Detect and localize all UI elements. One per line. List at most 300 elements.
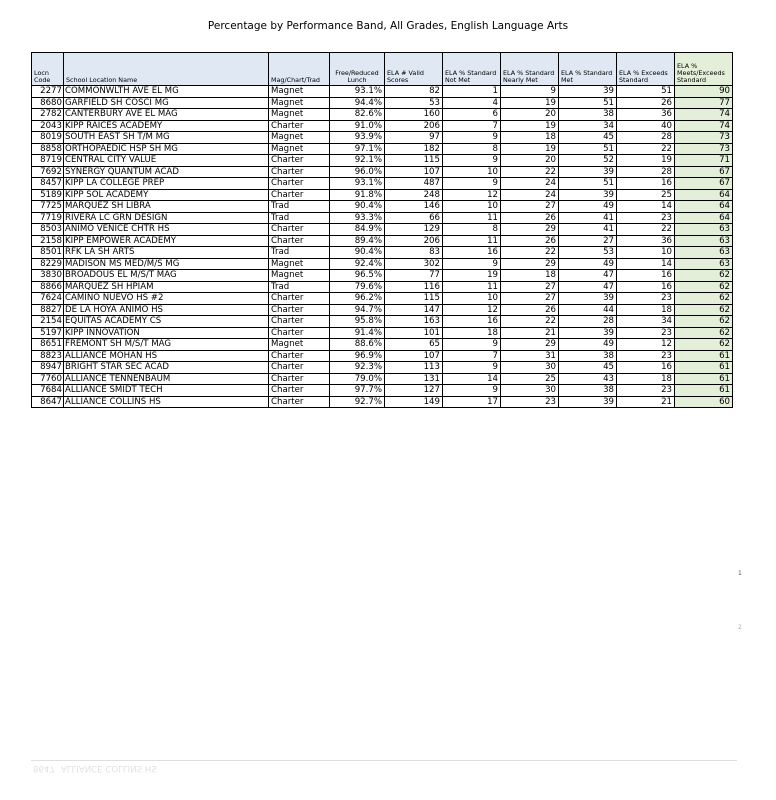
bleed-row-text (33, 763, 163, 773)
table-row (32, 304, 733, 316)
cell-standard-nearly-met: 19 (501, 143, 559, 155)
cell-school-name: ALLIANCE MOHAN HS (64, 350, 269, 362)
cell-school-name: ORTHOPAEDIC HSP SH MG (64, 143, 269, 155)
cell-exceeds-standard: 25 (617, 189, 675, 201)
cell-school-type: Charter (269, 362, 330, 374)
table-row (32, 362, 733, 374)
cell-standard-not-met: 6 (443, 109, 501, 121)
cell-free-reduced-lunch: 97.7% (330, 385, 385, 397)
header-locn-code: Locn Code (32, 53, 64, 86)
cell-standard-met: 38 (559, 109, 617, 121)
cell-free-reduced-lunch: 93.3% (330, 212, 385, 224)
cell-valid-scores: 107 (385, 350, 443, 362)
cell-meets-exceeds-standard: 77 (675, 97, 733, 109)
table-row (32, 178, 733, 190)
cell-meets-exceeds-standard: 60 (675, 396, 733, 408)
bleed-code: 8647 (33, 763, 55, 773)
cell-free-reduced-lunch: 90.4% (330, 247, 385, 259)
cell-school-name: ALLIANCE COLLINS HS (64, 396, 269, 408)
table-row (32, 281, 733, 293)
cell-standard-nearly-met: 22 (501, 247, 559, 259)
cell-standard-met: 38 (559, 350, 617, 362)
cell-free-reduced-lunch: 93.9% (330, 132, 385, 144)
cell-valid-scores: 53 (385, 97, 443, 109)
cell-free-reduced-lunch: 93.1% (330, 178, 385, 190)
cell-locn-code: 7692 (32, 166, 64, 178)
cell-locn-code: 8647 (32, 396, 64, 408)
cell-school-type: Magnet (269, 109, 330, 121)
header-exceeds-standard: ELA % Exceeds Standard (617, 53, 675, 86)
cell-standard-not-met: 7 (443, 350, 501, 362)
cell-standard-met: 39 (559, 86, 617, 98)
cell-standard-nearly-met: 29 (501, 339, 559, 351)
cell-valid-scores: 82 (385, 86, 443, 98)
page-number: 1 (738, 570, 742, 577)
cell-school-type: Magnet (269, 270, 330, 282)
cell-standard-nearly-met: 18 (501, 270, 559, 282)
cell-school-type: Charter (269, 396, 330, 408)
cell-school-type: Charter (269, 385, 330, 397)
cell-school-name: KIPP LA COLLEGE PREP (64, 178, 269, 190)
cell-exceeds-standard: 28 (617, 166, 675, 178)
cell-meets-exceeds-standard: 62 (675, 270, 733, 282)
cell-standard-met: 47 (559, 270, 617, 282)
cell-school-name: ALLIANCE SMIDT TECH (64, 385, 269, 397)
cell-exceeds-standard: 10 (617, 247, 675, 259)
next-page-bleed (31, 760, 737, 776)
cell-locn-code: 8651 (32, 339, 64, 351)
cell-free-reduced-lunch: 92.7% (330, 396, 385, 408)
cell-meets-exceeds-standard: 62 (675, 281, 733, 293)
cell-meets-exceeds-standard: 90 (675, 86, 733, 98)
cell-standard-not-met: 9 (443, 178, 501, 190)
header-standard-nearly-met: ELA % Standard Nearly Met (501, 53, 559, 86)
cell-standard-not-met: 11 (443, 281, 501, 293)
cell-school-type: Magnet (269, 258, 330, 270)
cell-standard-not-met: 16 (443, 316, 501, 328)
cell-exceeds-standard: 18 (617, 373, 675, 385)
cell-locn-code: 8680 (32, 97, 64, 109)
header-free-reduced-lunch: Free/Reduced Lunch (330, 53, 385, 86)
cell-school-type: Magnet (269, 97, 330, 109)
cell-standard-nearly-met: 27 (501, 281, 559, 293)
table-row (32, 327, 733, 339)
cell-school-name: CAMINO NUEVO HS #2 (64, 293, 269, 305)
cell-locn-code: 7760 (32, 373, 64, 385)
cell-valid-scores: 149 (385, 396, 443, 408)
cell-locn-code: 8019 (32, 132, 64, 144)
cell-standard-not-met: 4 (443, 97, 501, 109)
cell-standard-not-met: 1 (443, 86, 501, 98)
cell-locn-code: 2043 (32, 120, 64, 132)
cell-free-reduced-lunch: 91.8% (330, 189, 385, 201)
cell-valid-scores: 83 (385, 247, 443, 259)
cell-meets-exceeds-standard: 62 (675, 339, 733, 351)
cell-standard-nearly-met: 20 (501, 109, 559, 121)
cell-meets-exceeds-standard: 63 (675, 235, 733, 247)
cell-standard-nearly-met: 25 (501, 373, 559, 385)
cell-locn-code: 5197 (32, 327, 64, 339)
cell-school-name: KIPP INNOVATION (64, 327, 269, 339)
cell-school-type: Magnet (269, 86, 330, 98)
cell-standard-nearly-met: 19 (501, 97, 559, 109)
cell-locn-code: 2154 (32, 316, 64, 328)
table-row (32, 258, 733, 270)
cell-standard-not-met: 9 (443, 385, 501, 397)
cell-school-name: KIPP RAICES ACADEMY (64, 120, 269, 132)
cell-meets-exceeds-standard: 73 (675, 132, 733, 144)
cell-standard-not-met: 14 (443, 373, 501, 385)
cell-school-type: Trad (269, 281, 330, 293)
cell-school-name: ALLIANCE TENNENBAUM (64, 373, 269, 385)
cell-school-name: ANIMO VENICE CHTR HS (64, 224, 269, 236)
bleed-name: ALLIANCE COLLINS HS (60, 763, 157, 773)
cell-school-name: SOUTH EAST SH T/M MG (64, 132, 269, 144)
cell-school-type: Charter (269, 120, 330, 132)
cell-standard-met: 44 (559, 304, 617, 316)
table-row (32, 396, 733, 408)
cell-meets-exceeds-standard: 62 (675, 316, 733, 328)
cell-meets-exceeds-standard: 73 (675, 143, 733, 155)
cell-standard-not-met: 10 (443, 166, 501, 178)
cell-free-reduced-lunch: 93.1% (330, 86, 385, 98)
table-row (32, 120, 733, 132)
cell-school-name: EQUITAS ACADEMY CS (64, 316, 269, 328)
table-row (32, 350, 733, 362)
cell-standard-met: 51 (559, 97, 617, 109)
cell-meets-exceeds-standard: 61 (675, 385, 733, 397)
cell-standard-met: 28 (559, 316, 617, 328)
cell-locn-code: 2158 (32, 235, 64, 247)
ela-performance-table (31, 52, 733, 408)
header-school-name: School Location Name (64, 53, 269, 86)
table-row (32, 189, 733, 201)
cell-standard-met: 45 (559, 362, 617, 374)
cell-standard-not-met: 16 (443, 247, 501, 259)
cell-valid-scores: 206 (385, 120, 443, 132)
cell-exceeds-standard: 21 (617, 396, 675, 408)
cell-valid-scores: 115 (385, 155, 443, 167)
table-row (32, 373, 733, 385)
cell-locn-code: 7725 (32, 201, 64, 213)
cell-school-type: Trad (269, 247, 330, 259)
cell-standard-not-met: 9 (443, 258, 501, 270)
cell-valid-scores: 182 (385, 143, 443, 155)
cell-valid-scores: 115 (385, 293, 443, 305)
cell-locn-code: 2277 (32, 86, 64, 98)
header-row (32, 53, 733, 86)
cell-valid-scores: 131 (385, 373, 443, 385)
cell-meets-exceeds-standard: 67 (675, 178, 733, 190)
cell-free-reduced-lunch: 91.0% (330, 120, 385, 132)
table-row (32, 224, 733, 236)
cell-school-type: Charter (269, 316, 330, 328)
cell-school-type: Charter (269, 166, 330, 178)
cell-school-type: Charter (269, 178, 330, 190)
cell-free-reduced-lunch: 91.4% (330, 327, 385, 339)
cell-standard-not-met: 9 (443, 132, 501, 144)
cell-school-name: CANTERBURY AVE EL MAG (64, 109, 269, 121)
cell-standard-nearly-met: 26 (501, 212, 559, 224)
cell-valid-scores: 66 (385, 212, 443, 224)
cell-valid-scores: 302 (385, 258, 443, 270)
cell-free-reduced-lunch: 79.0% (330, 373, 385, 385)
cell-locn-code: 7624 (32, 293, 64, 305)
cell-valid-scores: 127 (385, 385, 443, 397)
cell-standard-nearly-met: 30 (501, 362, 559, 374)
cell-meets-exceeds-standard: 62 (675, 327, 733, 339)
cell-standard-met: 39 (559, 166, 617, 178)
cell-exceeds-standard: 28 (617, 132, 675, 144)
cell-exceeds-standard: 14 (617, 201, 675, 213)
cell-school-name: COMMONWLTH AVE EL MG (64, 86, 269, 98)
cell-meets-exceeds-standard: 61 (675, 362, 733, 374)
cell-standard-met: 49 (559, 339, 617, 351)
cell-standard-nearly-met: 24 (501, 178, 559, 190)
cell-school-type: Charter (269, 327, 330, 339)
cell-valid-scores: 101 (385, 327, 443, 339)
cell-standard-nearly-met: 26 (501, 235, 559, 247)
cell-free-reduced-lunch: 96.0% (330, 166, 385, 178)
cell-standard-nearly-met: 18 (501, 132, 559, 144)
cell-locn-code: 8823 (32, 350, 64, 362)
cell-locn-code: 8503 (32, 224, 64, 236)
table-row (32, 97, 733, 109)
cell-free-reduced-lunch: 94.7% (330, 304, 385, 316)
cell-school-type: Charter (269, 350, 330, 362)
cell-school-name: MARQUEZ SH LIBRA (64, 201, 269, 213)
cell-free-reduced-lunch: 94.4% (330, 97, 385, 109)
cell-standard-met: 39 (559, 189, 617, 201)
cell-meets-exceeds-standard: 63 (675, 247, 733, 259)
cell-standard-nearly-met: 22 (501, 166, 559, 178)
cell-standard-met: 49 (559, 258, 617, 270)
cell-exceeds-standard: 23 (617, 385, 675, 397)
cell-locn-code: 7719 (32, 212, 64, 224)
cell-school-type: Trad (269, 212, 330, 224)
cell-school-name: RFK LA SH ARTS (64, 247, 269, 259)
cell-school-type: Charter (269, 373, 330, 385)
cell-standard-met: 34 (559, 120, 617, 132)
cell-standard-not-met: 10 (443, 201, 501, 213)
cell-standard-not-met: 10 (443, 293, 501, 305)
table-row (32, 385, 733, 397)
cell-meets-exceeds-standard: 67 (675, 166, 733, 178)
cell-exceeds-standard: 22 (617, 143, 675, 155)
cell-exceeds-standard: 18 (617, 304, 675, 316)
cell-exceeds-standard: 12 (617, 339, 675, 351)
table-row (32, 86, 733, 98)
cell-exceeds-standard: 16 (617, 362, 675, 374)
cell-school-type: Magnet (269, 132, 330, 144)
cell-valid-scores: 107 (385, 166, 443, 178)
cell-exceeds-standard: 51 (617, 86, 675, 98)
cell-exceeds-standard: 34 (617, 316, 675, 328)
cell-standard-not-met: 9 (443, 362, 501, 374)
cell-standard-met: 51 (559, 178, 617, 190)
cell-standard-met: 38 (559, 385, 617, 397)
cell-standard-nearly-met: 30 (501, 385, 559, 397)
cell-standard-nearly-met: 31 (501, 350, 559, 362)
table-row (32, 143, 733, 155)
cell-locn-code: 8827 (32, 304, 64, 316)
cell-locn-code: 8457 (32, 178, 64, 190)
cell-free-reduced-lunch: 92.4% (330, 258, 385, 270)
cell-standard-met: 43 (559, 373, 617, 385)
cell-free-reduced-lunch: 97.1% (330, 143, 385, 155)
cell-exceeds-standard: 23 (617, 293, 675, 305)
table-row (32, 109, 733, 121)
cell-standard-not-met: 8 (443, 143, 501, 155)
cell-standard-nearly-met: 19 (501, 120, 559, 132)
cell-free-reduced-lunch: 96.5% (330, 270, 385, 282)
cell-standard-nearly-met: 29 (501, 224, 559, 236)
cell-locn-code: 2782 (32, 109, 64, 121)
cell-free-reduced-lunch: 92.3% (330, 362, 385, 374)
cell-school-type: Charter (269, 235, 330, 247)
cell-school-name: BRIGHT STAR SEC ACAD (64, 362, 269, 374)
cell-school-type: Charter (269, 189, 330, 201)
cell-valid-scores: 146 (385, 201, 443, 213)
cell-standard-not-met: 9 (443, 155, 501, 167)
cell-school-type: Magnet (269, 143, 330, 155)
page-title: Percentage by Performance Band, All Grades, English Language Arts (207, 20, 569, 32)
cell-standard-met: 45 (559, 132, 617, 144)
cell-meets-exceeds-standard: 61 (675, 350, 733, 362)
cell-standard-not-met: 12 (443, 304, 501, 316)
cell-standard-nearly-met: 21 (501, 327, 559, 339)
cell-school-name: DE LA HOYA ANIMO HS (64, 304, 269, 316)
header-standard-not-met: ELA % Standard Not Met (443, 53, 501, 86)
cell-meets-exceeds-standard: 61 (675, 373, 733, 385)
cell-standard-nearly-met: 22 (501, 316, 559, 328)
cell-valid-scores: 163 (385, 316, 443, 328)
cell-standard-not-met: 18 (443, 327, 501, 339)
cell-standard-nearly-met: 20 (501, 155, 559, 167)
cell-exceeds-standard: 16 (617, 281, 675, 293)
cell-exceeds-standard: 14 (617, 258, 675, 270)
cell-valid-scores: 113 (385, 362, 443, 374)
cell-school-name: RIVERA LC GRN DESIGN (64, 212, 269, 224)
cell-locn-code: 5189 (32, 189, 64, 201)
cell-locn-code: 3830 (32, 270, 64, 282)
cell-free-reduced-lunch: 82.6% (330, 109, 385, 121)
cell-exceeds-standard: 16 (617, 178, 675, 190)
cell-valid-scores: 129 (385, 224, 443, 236)
bleed-rule (31, 760, 737, 761)
cell-valid-scores: 147 (385, 304, 443, 316)
cell-school-type: Charter (269, 304, 330, 316)
cell-exceeds-standard: 36 (617, 235, 675, 247)
cell-meets-exceeds-standard: 62 (675, 293, 733, 305)
cell-valid-scores: 248 (385, 189, 443, 201)
cell-standard-nearly-met: 23 (501, 396, 559, 408)
cell-school-name: MARQUEZ SH HPIAM (64, 281, 269, 293)
cell-meets-exceeds-standard: 74 (675, 120, 733, 132)
cell-standard-met: 51 (559, 143, 617, 155)
cell-standard-not-met: 17 (443, 396, 501, 408)
page-number-faded: 2 (738, 624, 742, 631)
cell-school-name: FREMONT SH M/S/T MAG (64, 339, 269, 351)
cell-locn-code: 8719 (32, 155, 64, 167)
cell-locn-code: 8858 (32, 143, 64, 155)
cell-locn-code: 8947 (32, 362, 64, 374)
cell-valid-scores: 65 (385, 339, 443, 351)
table-body (32, 86, 733, 408)
cell-free-reduced-lunch: 90.4% (330, 201, 385, 213)
cell-exceeds-standard: 19 (617, 155, 675, 167)
cell-school-type: Charter (269, 293, 330, 305)
cell-standard-not-met: 9 (443, 339, 501, 351)
cell-meets-exceeds-standard: 64 (675, 212, 733, 224)
cell-school-type: Charter (269, 224, 330, 236)
cell-meets-exceeds-standard: 64 (675, 201, 733, 213)
cell-valid-scores: 77 (385, 270, 443, 282)
table-row (32, 201, 733, 213)
cell-school-name: GARFIELD SH COSCI MG (64, 97, 269, 109)
cell-meets-exceeds-standard: 63 (675, 258, 733, 270)
cell-school-name: MADISON MS MED/M/S MG (64, 258, 269, 270)
cell-exceeds-standard: 26 (617, 97, 675, 109)
cell-standard-met: 49 (559, 201, 617, 213)
cell-standard-not-met: 8 (443, 224, 501, 236)
cell-free-reduced-lunch: 96.2% (330, 293, 385, 305)
cell-meets-exceeds-standard: 64 (675, 189, 733, 201)
table-row (32, 212, 733, 224)
table-row (32, 339, 733, 351)
cell-standard-met: 52 (559, 155, 617, 167)
cell-valid-scores: 97 (385, 132, 443, 144)
table-row (32, 235, 733, 247)
cell-standard-met: 41 (559, 212, 617, 224)
cell-school-type: Trad (269, 201, 330, 213)
cell-meets-exceeds-standard: 74 (675, 109, 733, 121)
cell-standard-not-met: 12 (443, 189, 501, 201)
cell-free-reduced-lunch: 84.9% (330, 224, 385, 236)
cell-exceeds-standard: 23 (617, 350, 675, 362)
cell-meets-exceeds-standard: 63 (675, 224, 733, 236)
cell-standard-not-met: 19 (443, 270, 501, 282)
cell-locn-code: 8866 (32, 281, 64, 293)
cell-exceeds-standard: 23 (617, 327, 675, 339)
cell-school-name: BROADOUS EL M/S/T MAG (64, 270, 269, 282)
cell-school-name: SYNERGY QUANTUM ACAD (64, 166, 269, 178)
cell-valid-scores: 487 (385, 178, 443, 190)
cell-standard-not-met: 11 (443, 212, 501, 224)
cell-locn-code: 8501 (32, 247, 64, 259)
cell-standard-met: 39 (559, 293, 617, 305)
table-row (32, 132, 733, 144)
header-meets-exceeds-standard: ELA % Meets/Exceeds Standard (675, 53, 733, 86)
table-row (32, 270, 733, 282)
cell-school-name: KIPP EMPOWER ACADEMY (64, 235, 269, 247)
cell-school-name: CENTRAL CITY VALUE (64, 155, 269, 167)
cell-school-type: Magnet (269, 339, 330, 351)
cell-standard-met: 39 (559, 396, 617, 408)
cell-exceeds-standard: 40 (617, 120, 675, 132)
cell-standard-nearly-met: 26 (501, 304, 559, 316)
cell-standard-nearly-met: 29 (501, 258, 559, 270)
cell-free-reduced-lunch: 95.8% (330, 316, 385, 328)
cell-meets-exceeds-standard: 71 (675, 155, 733, 167)
header-school-type: Mag/Chart/Trad (269, 53, 330, 86)
cell-locn-code: 8229 (32, 258, 64, 270)
cell-valid-scores: 206 (385, 235, 443, 247)
cell-standard-nearly-met: 24 (501, 189, 559, 201)
table-row (32, 293, 733, 305)
cell-standard-met: 53 (559, 247, 617, 259)
cell-meets-exceeds-standard: 62 (675, 304, 733, 316)
